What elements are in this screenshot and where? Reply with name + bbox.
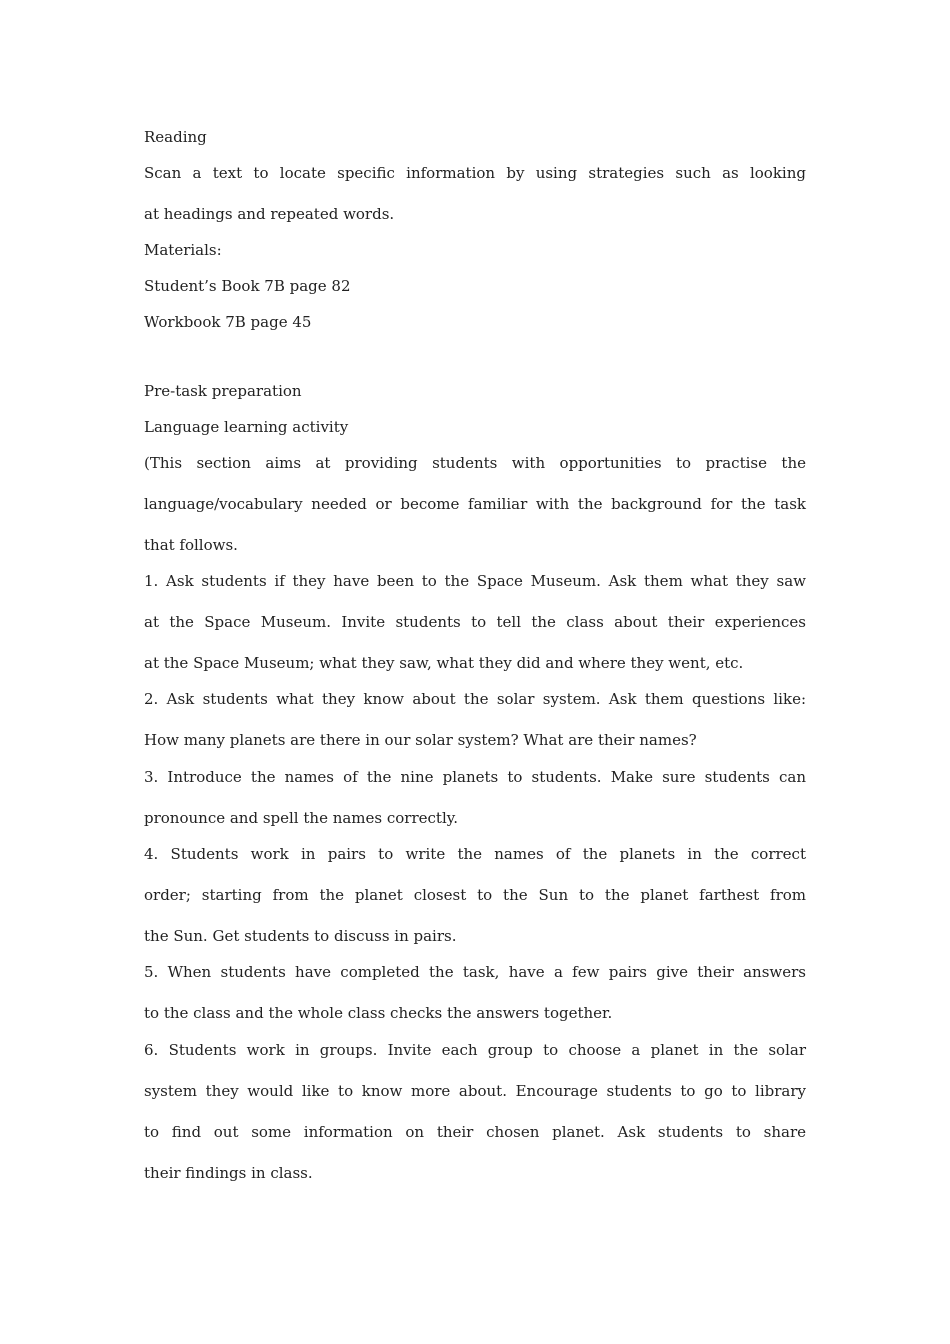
pretask-heading: Pre-task preparation (144, 382, 302, 400)
materials-label: Materials: (144, 241, 222, 259)
intro-line: (This section aims at providing students with opportunities to practise the (144, 454, 806, 472)
objective-line: at headings and repeated words. (144, 205, 395, 223)
step-5-line: 5. When students have completed the task, have a few pairs give their answers (144, 963, 806, 981)
step-1-line: at the Space Museum; what they saw, what they did and where they went, etc. (144, 654, 744, 672)
step-4-line: order; starting from the planet closest to the Sun to the planet farthest from (144, 886, 806, 904)
activity-heading: Language learning activity (144, 418, 349, 436)
step-5-line: to the class and the whole class checks the answers together. (144, 1004, 613, 1022)
step-6-line: their findings in class. (144, 1164, 313, 1182)
step-3-line: pronounce and spell the names correctly. (144, 809, 459, 827)
intro-line: language/vocabulary needed or become familiar with the background for the task (144, 495, 806, 513)
step-1-line: 1. Ask students if they have been to the Space Museum. Ask them what they saw (144, 572, 806, 590)
step-3-line: 3. Introduce the names of the nine planets to students. Make sure students can (144, 768, 806, 786)
step-4-line: 4. Students work in pairs to write the names of the planets in the correct (144, 845, 806, 863)
objective-line: Scan a text to locate specific information by using strategies such as looking (144, 164, 806, 182)
step-6-line: 6. Students work in groups. Invite each group to choose a planet in the solar (144, 1041, 806, 1059)
materials-item: Student’s Book 7B page 82 (144, 277, 351, 295)
step-4-line: the Sun. Get students to discuss in pairs. (144, 927, 457, 945)
section-heading-reading: Reading (144, 128, 207, 146)
step-6-line: system they would like to know more about. Encourage students to go to library (144, 1082, 806, 1100)
intro-line: that follows. (144, 536, 238, 554)
step-2-line: 2. Ask students what they know about the solar system. Ask them questions like: (144, 690, 806, 708)
step-6-line: to find out some information on their chosen planet. Ask students to share (144, 1123, 806, 1141)
step-1-line: at the Space Museum. Invite students to tell the class about their experiences (144, 613, 806, 631)
step-2-line: How many planets are there in our solar system? What are their names? (144, 731, 697, 749)
materials-item: Workbook 7B page 45 (144, 313, 312, 331)
